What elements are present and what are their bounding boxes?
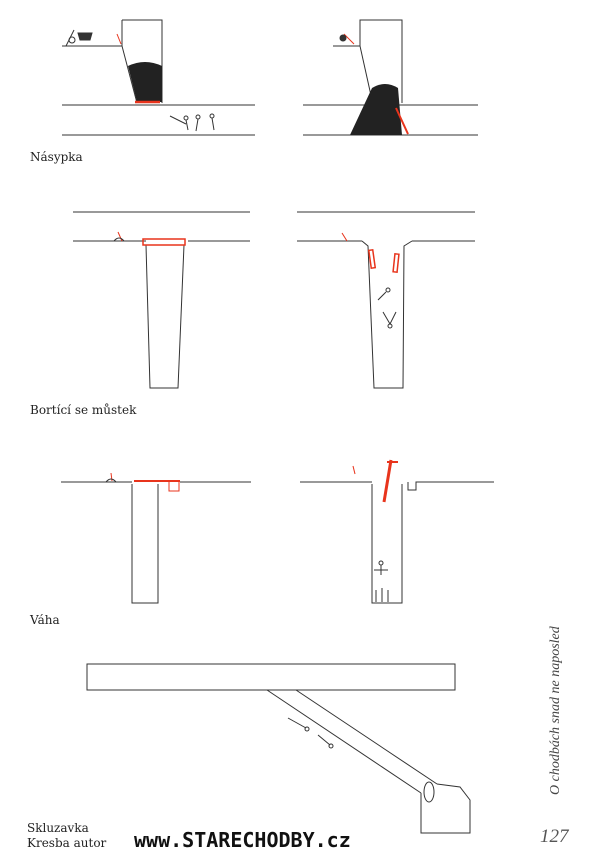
sliding-figures-icon	[288, 718, 333, 748]
nasypka-after	[303, 20, 478, 135]
caption-nasypka: Násypka	[30, 150, 83, 164]
rubble	[128, 62, 162, 102]
nasypka-before	[62, 20, 255, 135]
page-number: 127	[540, 826, 569, 847]
caption-borticimustek: Bortící se můstek	[30, 403, 137, 417]
borticimustek-before	[73, 212, 250, 388]
credit-block	[27, 821, 106, 851]
site-watermark: www.STARECHODBY.cz	[134, 828, 351, 852]
vaha-before	[61, 473, 251, 603]
wheelbarrow-icon	[66, 30, 92, 46]
skluzavka	[87, 664, 470, 833]
falling-figures-icon	[378, 288, 396, 328]
side-note: O chodbách snad ne naposled	[548, 626, 563, 795]
rubble-falling	[350, 84, 402, 135]
vaha-after	[300, 460, 494, 603]
borticimustek-after	[297, 212, 475, 388]
caption-vaha: Váha	[30, 613, 60, 627]
falling-figure-icon	[374, 561, 388, 602]
caption-skluzavka: Skluzavka	[27, 821, 89, 835]
caption-kresba: Kresba autor	[27, 836, 107, 850]
stick-figures-icon	[170, 114, 214, 131]
